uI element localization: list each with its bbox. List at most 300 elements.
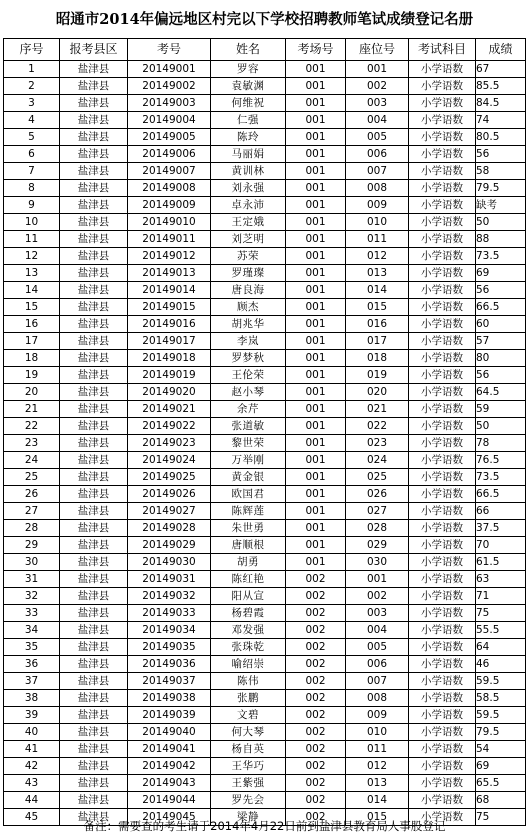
cell-seat: 025 (346, 469, 409, 486)
cell-score: 79.5 (476, 724, 526, 741)
cell-exam-number: 20149008 (128, 180, 211, 197)
cell-county: 盐津县 (60, 282, 128, 299)
table-row (4, 571, 526, 588)
cell-score: 74 (476, 112, 526, 129)
cell-serial: 28 (4, 520, 60, 537)
cell-score: 65.5 (476, 775, 526, 792)
cell-exam-number: 20149041 (128, 741, 211, 758)
cell-name: 罗先会 (211, 792, 286, 809)
cell-county: 盐津县 (60, 180, 128, 197)
cell-exam-number: 20149038 (128, 690, 211, 707)
cell-room: 001 (286, 265, 346, 282)
cell-serial: 13 (4, 265, 60, 282)
cell-county: 盐津县 (60, 758, 128, 775)
cell-county: 盐津县 (60, 656, 128, 673)
cell-score: 56 (476, 146, 526, 163)
cell-seat: 011 (346, 741, 409, 758)
cell-room: 001 (286, 95, 346, 112)
cell-serial: 40 (4, 724, 60, 741)
cell-subject: 小学语数 (409, 333, 476, 350)
cell-county: 盐津县 (60, 129, 128, 146)
cell-seat: 002 (346, 588, 409, 605)
cell-room: 001 (286, 350, 346, 367)
cell-exam-number: 20149024 (128, 452, 211, 469)
cell-county: 盐津县 (60, 486, 128, 503)
cell-seat: 006 (346, 146, 409, 163)
cell-score: 64.5 (476, 384, 526, 401)
cell-subject: 小学语数 (409, 741, 476, 758)
cell-name: 朱世勇 (211, 520, 286, 537)
cell-exam-number: 20149018 (128, 350, 211, 367)
cell-seat: 007 (346, 163, 409, 180)
cell-score: 69 (476, 758, 526, 775)
cell-seat: 003 (346, 605, 409, 622)
cell-subject: 小学语数 (409, 146, 476, 163)
cell-exam-number: 20149026 (128, 486, 211, 503)
cell-name: 王定娥 (211, 214, 286, 231)
cell-name: 卓永沛 (211, 197, 286, 214)
cell-county: 盐津县 (60, 231, 128, 248)
cell-room: 001 (286, 112, 346, 129)
cell-serial: 15 (4, 299, 60, 316)
cell-name: 何维祝 (211, 95, 286, 112)
cell-name: 陈辉莲 (211, 503, 286, 520)
cell-seat: 029 (346, 537, 409, 554)
cell-serial: 4 (4, 112, 60, 129)
cell-county: 盐津县 (60, 146, 128, 163)
cell-subject: 小学语数 (409, 95, 476, 112)
cell-room: 001 (286, 299, 346, 316)
cell-subject: 小学语数 (409, 418, 476, 435)
cell-name: 罗梦秋 (211, 350, 286, 367)
table-row (4, 724, 526, 741)
cell-county: 盐津县 (60, 639, 128, 656)
cell-seat: 001 (346, 571, 409, 588)
cell-serial: 6 (4, 146, 60, 163)
cell-name: 马丽娟 (211, 146, 286, 163)
cell-score: 37.5 (476, 520, 526, 537)
table-row (4, 282, 526, 299)
cell-name: 王紫强 (211, 775, 286, 792)
cell-name: 余芹 (211, 401, 286, 418)
cell-score: 66.5 (476, 299, 526, 316)
cell-score: 66 (476, 503, 526, 520)
cell-subject: 小学语数 (409, 622, 476, 639)
cell-score: 78 (476, 435, 526, 452)
cell-name: 陈伟 (211, 673, 286, 690)
cell-exam-number: 20149037 (128, 673, 211, 690)
cell-serial: 35 (4, 639, 60, 656)
cell-room: 001 (286, 384, 346, 401)
cell-county: 盐津县 (60, 622, 128, 639)
cell-county: 盐津县 (60, 112, 128, 129)
cell-county: 盐津县 (60, 197, 128, 214)
cell-serial: 22 (4, 418, 60, 435)
cell-county: 盐津县 (60, 792, 128, 809)
cell-exam-number: 20149006 (128, 146, 211, 163)
cell-seat: 008 (346, 180, 409, 197)
cell-serial: 11 (4, 231, 60, 248)
cell-subject: 小学语数 (409, 214, 476, 231)
cell-subject: 小学语数 (409, 265, 476, 282)
cell-score: 58.5 (476, 690, 526, 707)
cell-seat: 018 (346, 350, 409, 367)
cell-serial: 31 (4, 571, 60, 588)
cell-name: 仁强 (211, 112, 286, 129)
cell-county: 盐津县 (60, 435, 128, 452)
cell-county: 盐津县 (60, 775, 128, 792)
table-row (4, 129, 526, 146)
cell-exam-number: 20149040 (128, 724, 211, 741)
cell-county: 盐津县 (60, 707, 128, 724)
cell-county: 盐津县 (60, 588, 128, 605)
cell-name: 何大琴 (211, 724, 286, 741)
cell-serial: 39 (4, 707, 60, 724)
cell-exam-number: 20149032 (128, 588, 211, 605)
cell-seat: 008 (346, 690, 409, 707)
table-row (4, 639, 526, 656)
cell-serial: 9 (4, 197, 60, 214)
table-row (4, 214, 526, 231)
cell-room: 001 (286, 469, 346, 486)
cell-name: 罗瑾璨 (211, 265, 286, 282)
cell-subject: 小学语数 (409, 707, 476, 724)
cell-subject: 小学语数 (409, 78, 476, 95)
cell-county: 盐津县 (60, 214, 128, 231)
cell-name: 张鹏 (211, 690, 286, 707)
cell-exam-number: 20149002 (128, 78, 211, 95)
cell-score: 70 (476, 537, 526, 554)
cell-exam-number: 20149039 (128, 707, 211, 724)
cell-room: 002 (286, 792, 346, 809)
cell-name: 王伦荣 (211, 367, 286, 384)
cell-serial: 30 (4, 554, 60, 571)
cell-serial: 27 (4, 503, 60, 520)
cell-subject: 小学语数 (409, 469, 476, 486)
cell-serial: 20 (4, 384, 60, 401)
cell-county: 盐津县 (60, 384, 128, 401)
cell-exam-number: 20149005 (128, 129, 211, 146)
cell-county: 盐津县 (60, 452, 128, 469)
cell-county: 盐津县 (60, 248, 128, 265)
table-row (4, 112, 526, 129)
cell-name: 喻绍崇 (211, 656, 286, 673)
cell-name: 张珠乾 (211, 639, 286, 656)
cell-seat: 010 (346, 724, 409, 741)
cell-score: 56 (476, 367, 526, 384)
cell-name: 苏荣 (211, 248, 286, 265)
cell-exam-number: 20149030 (128, 554, 211, 571)
table-row (4, 622, 526, 639)
cell-subject: 小学语数 (409, 435, 476, 452)
cell-room: 001 (286, 486, 346, 503)
cell-room: 001 (286, 435, 346, 452)
cell-county: 盐津县 (60, 503, 128, 520)
cell-subject: 小学语数 (409, 792, 476, 809)
cell-room: 001 (286, 333, 346, 350)
cell-room: 002 (286, 622, 346, 639)
table-row (4, 605, 526, 622)
cell-room: 002 (286, 639, 346, 656)
cell-subject: 小学语数 (409, 554, 476, 571)
cell-room: 001 (286, 146, 346, 163)
cell-name: 文碧 (211, 707, 286, 724)
cell-exam-number: 20149029 (128, 537, 211, 554)
cell-score: 46 (476, 656, 526, 673)
table-row (4, 792, 526, 809)
table-row (4, 588, 526, 605)
table-row (4, 248, 526, 265)
cell-score: 57 (476, 333, 526, 350)
cell-score: 68 (476, 792, 526, 809)
cell-subject: 小学语数 (409, 61, 476, 78)
cell-score: 缺考 (476, 197, 526, 214)
cell-serial: 8 (4, 180, 60, 197)
table-row (4, 452, 526, 469)
cell-room: 001 (286, 537, 346, 554)
cell-exam-number: 20149042 (128, 758, 211, 775)
cell-name: 杨自英 (211, 741, 286, 758)
table-row (4, 61, 526, 78)
cell-subject: 小学语数 (409, 367, 476, 384)
cell-score: 59 (476, 401, 526, 418)
cell-subject: 小学语数 (409, 809, 476, 826)
cell-serial: 37 (4, 673, 60, 690)
cell-county: 盐津县 (60, 350, 128, 367)
table-row (4, 163, 526, 180)
cell-score: 76.5 (476, 452, 526, 469)
cell-room: 001 (286, 367, 346, 384)
cell-room: 002 (286, 571, 346, 588)
header-score: 成绩 (476, 39, 526, 61)
cell-exam-number: 20149012 (128, 248, 211, 265)
cell-score: 56 (476, 282, 526, 299)
cell-exam-number: 20149017 (128, 333, 211, 350)
cell-room: 001 (286, 452, 346, 469)
table-row (4, 418, 526, 435)
cell-seat: 026 (346, 486, 409, 503)
cell-name: 刘芝明 (211, 231, 286, 248)
cell-score: 50 (476, 418, 526, 435)
cell-name: 袁敏渊 (211, 78, 286, 95)
cell-subject: 小学语数 (409, 197, 476, 214)
cell-serial: 43 (4, 775, 60, 792)
cell-subject: 小学语数 (409, 724, 476, 741)
cell-exam-number: 20149004 (128, 112, 211, 129)
cell-subject: 小学语数 (409, 384, 476, 401)
cell-room: 001 (286, 214, 346, 231)
cell-exam-number: 20149034 (128, 622, 211, 639)
cell-room: 001 (286, 248, 346, 265)
table-row (4, 367, 526, 384)
cell-seat: 012 (346, 758, 409, 775)
cell-room: 002 (286, 605, 346, 622)
cell-name: 王华巧 (211, 758, 286, 775)
table-row (4, 673, 526, 690)
cell-subject: 小学语数 (409, 639, 476, 656)
cell-exam-number: 20149025 (128, 469, 211, 486)
table-row (4, 265, 526, 282)
cell-county: 盐津县 (60, 673, 128, 690)
cell-county: 盐津县 (60, 690, 128, 707)
cell-serial: 3 (4, 95, 60, 112)
cell-subject: 小学语数 (409, 180, 476, 197)
cell-room: 002 (286, 724, 346, 741)
cell-name: 阳从宣 (211, 588, 286, 605)
cell-name: 唐良海 (211, 282, 286, 299)
cell-room: 002 (286, 707, 346, 724)
cell-serial: 41 (4, 741, 60, 758)
cell-subject: 小学语数 (409, 775, 476, 792)
table-row (4, 350, 526, 367)
cell-county: 盐津县 (60, 401, 128, 418)
cell-exam-number: 20149016 (128, 316, 211, 333)
cell-exam-number: 20149015 (128, 299, 211, 316)
header-name: 姓名 (211, 39, 286, 61)
table-row (4, 758, 526, 775)
cell-room: 001 (286, 316, 346, 333)
cell-score: 69 (476, 265, 526, 282)
cell-serial: 19 (4, 367, 60, 384)
cell-room: 001 (286, 418, 346, 435)
cell-exam-number: 20149023 (128, 435, 211, 452)
cell-seat: 023 (346, 435, 409, 452)
table-row (4, 316, 526, 333)
cell-subject: 小学语数 (409, 588, 476, 605)
cell-exam-number: 20149028 (128, 520, 211, 537)
cell-county: 盐津县 (60, 163, 128, 180)
cell-score: 61.5 (476, 554, 526, 571)
cell-seat: 024 (346, 452, 409, 469)
cell-seat: 001 (346, 61, 409, 78)
table-row (4, 197, 526, 214)
cell-serial: 38 (4, 690, 60, 707)
cell-subject: 小学语数 (409, 656, 476, 673)
cell-seat: 028 (346, 520, 409, 537)
cell-subject: 小学语数 (409, 690, 476, 707)
score-table (3, 38, 526, 826)
cell-name: 邓发强 (211, 622, 286, 639)
cell-score: 85.5 (476, 78, 526, 95)
cell-seat: 016 (346, 316, 409, 333)
cell-room: 001 (286, 282, 346, 299)
cell-name: 陈玲 (211, 129, 286, 146)
cell-subject: 小学语数 (409, 401, 476, 418)
table-row (4, 775, 526, 792)
cell-room: 001 (286, 163, 346, 180)
header-row (4, 39, 526, 61)
cell-county: 盐津县 (60, 367, 128, 384)
cell-county: 盐津县 (60, 520, 128, 537)
cell-serial: 12 (4, 248, 60, 265)
cell-exam-number: 20149022 (128, 418, 211, 435)
cell-room: 001 (286, 197, 346, 214)
cell-name: 罗容 (211, 61, 286, 78)
cell-exam-number: 20149009 (128, 197, 211, 214)
cell-room: 002 (286, 690, 346, 707)
header-exam-number: 考号 (128, 39, 211, 61)
cell-exam-number: 20149044 (128, 792, 211, 809)
cell-name: 唐顺根 (211, 537, 286, 554)
cell-room: 001 (286, 554, 346, 571)
cell-serial: 45 (4, 809, 60, 826)
cell-score: 55.5 (476, 622, 526, 639)
table-header (4, 39, 526, 61)
cell-score: 60 (476, 316, 526, 333)
table-row (4, 180, 526, 197)
cell-room: 002 (286, 809, 346, 826)
cell-subject: 小学语数 (409, 129, 476, 146)
cell-seat: 009 (346, 707, 409, 724)
cell-county: 盐津县 (60, 469, 128, 486)
cell-seat: 010 (346, 214, 409, 231)
cell-name: 黎世荣 (211, 435, 286, 452)
cell-score: 59.5 (476, 707, 526, 724)
cell-county: 盐津县 (60, 418, 128, 435)
table-row (4, 146, 526, 163)
cell-score: 58 (476, 163, 526, 180)
cell-seat: 019 (346, 367, 409, 384)
cell-score: 80 (476, 350, 526, 367)
cell-name: 李岚 (211, 333, 286, 350)
cell-seat: 017 (346, 333, 409, 350)
cell-name: 黄训林 (211, 163, 286, 180)
cell-name: 顾杰 (211, 299, 286, 316)
cell-serial: 32 (4, 588, 60, 605)
header-subject: 考试科目 (409, 39, 476, 61)
cell-serial: 34 (4, 622, 60, 639)
cell-score: 75 (476, 809, 526, 826)
cell-seat: 013 (346, 265, 409, 282)
cell-name: 欧国君 (211, 486, 286, 503)
table-row (4, 520, 526, 537)
table-row (4, 707, 526, 724)
cell-county: 盐津县 (60, 571, 128, 588)
cell-score: 67 (476, 61, 526, 78)
cell-seat: 006 (346, 656, 409, 673)
cell-exam-number: 20149011 (128, 231, 211, 248)
footer-note: 备注：需要查的考生请于2014年4月22日前到盐津县教育局人事股登记 (83, 819, 446, 833)
table-row (4, 486, 526, 503)
cell-county: 盐津县 (60, 78, 128, 95)
cell-exam-number: 20149007 (128, 163, 211, 180)
cell-seat: 015 (346, 809, 409, 826)
cell-seat: 012 (346, 248, 409, 265)
table-row (4, 78, 526, 95)
cell-county: 盐津县 (60, 265, 128, 282)
document-title: 昭通市2014年偏远地区村完以下学校招聘教师笔试成绩登记名册 (55, 10, 474, 28)
cell-seat: 027 (346, 503, 409, 520)
cell-seat: 004 (346, 112, 409, 129)
cell-serial: 26 (4, 486, 60, 503)
cell-seat: 004 (346, 622, 409, 639)
table-row (4, 333, 526, 350)
cell-subject: 小学语数 (409, 248, 476, 265)
cell-seat: 002 (346, 78, 409, 95)
cell-name: 张道敏 (211, 418, 286, 435)
cell-subject: 小学语数 (409, 299, 476, 316)
cell-county: 盐津县 (60, 95, 128, 112)
cell-room: 001 (286, 401, 346, 418)
cell-county: 盐津县 (60, 316, 128, 333)
cell-score: 73.5 (476, 248, 526, 265)
cell-exam-number: 20149001 (128, 61, 211, 78)
cell-subject: 小学语数 (409, 316, 476, 333)
cell-exam-number: 20149020 (128, 384, 211, 401)
cell-seat: 003 (346, 95, 409, 112)
header-serial: 序号 (4, 39, 60, 61)
cell-seat: 005 (346, 639, 409, 656)
